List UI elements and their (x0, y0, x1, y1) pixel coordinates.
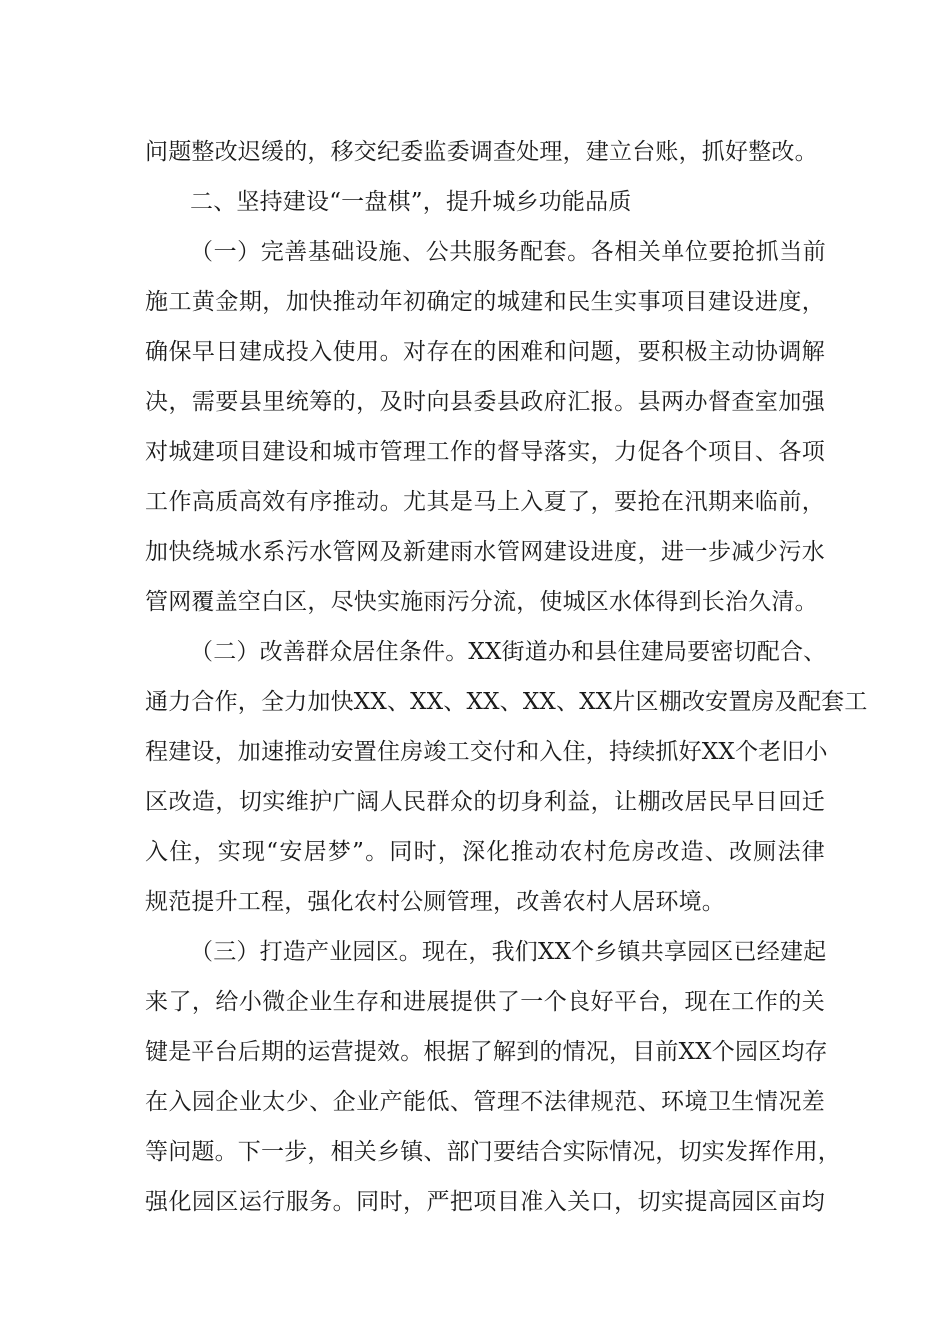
text-line: （三）打造产业园区。现在，我们XX个乡镇共享园区已经建起 (190, 939, 827, 965)
text-line: 入住，实现“安居梦”。同时，深化推动农村危房改造、改厕法律 (145, 839, 825, 865)
text-line: 在入园企业太少、企业产能低、管理不法律规范、环境卫生情况差 (145, 1089, 825, 1115)
text-line: 工作高质高效有序推动。尤其是马上入夏了，要抢在汛期来临前， (145, 489, 825, 515)
text-line: 来了，给小微企业生存和进展提供了一个良好平台，现在工作的关 (145, 989, 825, 1015)
text-line: 等问题。下一步，相关乡镇、部门要结合实际情况，切实发挥作用， (145, 1139, 841, 1165)
text-line: （二）改善群众居住条件。XX街道办和县住建局要密切配合、 (190, 639, 827, 665)
text-line: 程建设，加速推动安置住房竣工交付和入住，持续抓好XX个老旧小 (145, 739, 828, 765)
text-line: （一）完善基础设施、公共服务配套。各相关单位要抢抓当前 (190, 239, 826, 265)
text-line: 规范提升工程，强化农村公厕管理，改善农村人居环境。 (145, 889, 725, 915)
text-line: 管网覆盖空白区，尽快实施雨污分流，使城区水体得到长治久清。 (145, 589, 818, 615)
text-line: 键是平台后期的运营提效。根据了解到的情况，目前XX个园区均存 (145, 1039, 828, 1065)
text-line: 确保早日建成投入使用。对存在的困难和问题，要积极主动协调解 (145, 339, 825, 365)
text-line: 对城建项目建设和城市管理工作的督导落实，力促各个项目、各项 (145, 439, 825, 465)
text-line: 加快绕城水系污水管网及新建雨水管网建设进度，进一步减少污水 (145, 539, 825, 565)
text-line: 决，需要县里统筹的，及时向县委县政府汇报。县两办督查室加强 (145, 389, 825, 415)
text-line: 区改造，切实维护广阔人民群众的切身利益，让棚改居民早日回迁 (145, 789, 825, 815)
text-line: 通力合作，全力加快XX、XX、XX、XX、XX片区棚改安置房及配套工 (145, 689, 868, 715)
text-line: 强化园区运行服务。同时，严把项目准入关口，切实提高园区亩均 (145, 1189, 825, 1215)
text-line: 问题整改迟缓的，移交纪委监委调查处理，建立台账，抓好整改。 (145, 139, 818, 165)
section-heading: 二、坚持建设“一盘棋”，提升城乡功能品质 (190, 189, 632, 215)
text-line: 施工黄金期，加快推动年初确定的城建和民生实事项目建设进度， (145, 289, 825, 315)
